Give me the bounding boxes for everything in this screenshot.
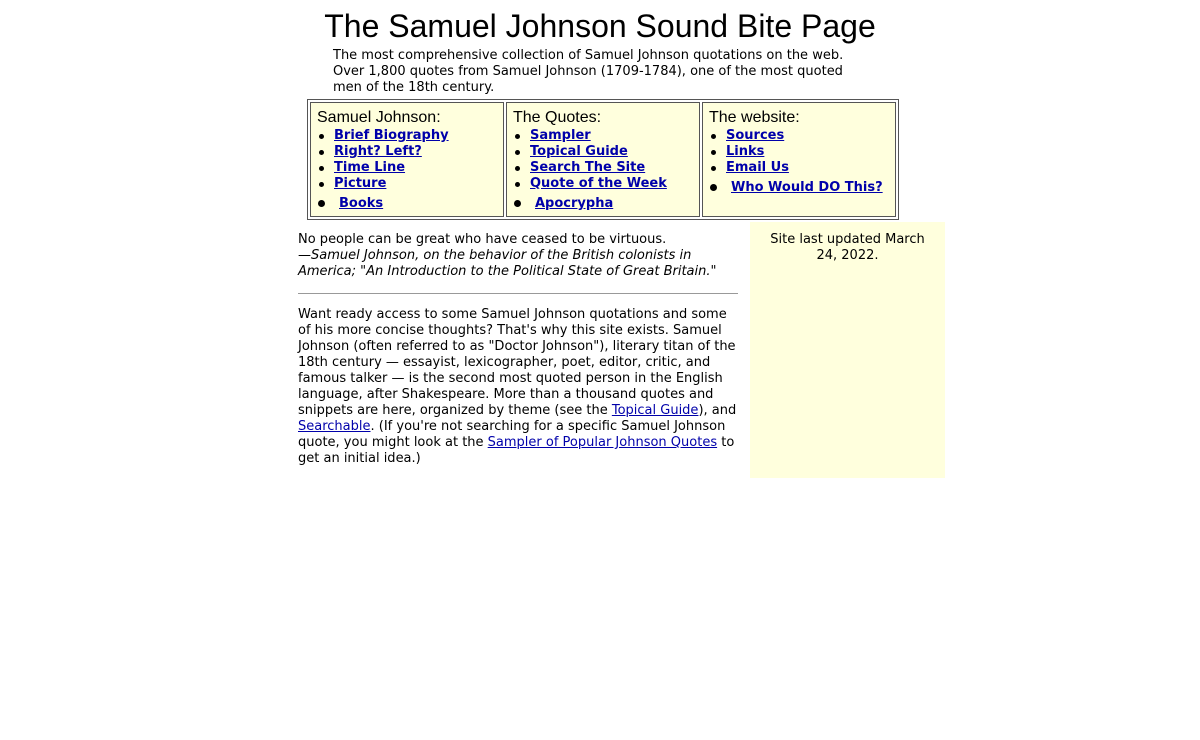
- description-part1: Want ready access to some Samuel Johnson quotations and some of his more concise thoughts? That's why this site exists. Samuel Johnson (often referred to as "Doctor Johnson"), literary titan of the 18th century — essayist, lexicographer, poet, editor, critic, and famous talker — is the second most quoted person in the English language, after Shakespeare. More than a thousand quotes and snippets are here, organized by theme (see the: [298, 307, 736, 418]
- link-time-line[interactable]: Time Line: [334, 160, 406, 175]
- description-part4: to get an initial idea.): [298, 435, 735, 466]
- quote-attribution: —Samuel Johnson, on the behavior of the British colonists in America; "An Introduction to the Political State of Great Britain.": [298, 248, 717, 279]
- list-item: [513, 144, 699, 160]
- link-topical-guide-inline[interactable]: Topical Guide: [611, 403, 699, 418]
- nav-heading-website: The website:: [709, 109, 800, 126]
- description-part2: ), and: [698, 403, 737, 418]
- list-item: [513, 160, 699, 176]
- list-item: [317, 128, 503, 144]
- list-item: [317, 160, 503, 176]
- description-part3: . (If you're not searching for a specific Samuel Johnson quote, you might look at the: [298, 419, 726, 450]
- site-description: [298, 307, 738, 467]
- divider: [298, 293, 738, 294]
- nav-section-website: [702, 102, 896, 217]
- list-item: [709, 180, 895, 196]
- link-links[interactable]: Links: [726, 144, 765, 159]
- main-content: [298, 232, 738, 467]
- list-item: [513, 196, 699, 212]
- nav-table: [307, 99, 899, 220]
- link-brief-biography[interactable]: Brief Biography: [334, 128, 449, 143]
- quote-text: No people can be great who have ceased to be virtuous.: [298, 232, 667, 247]
- last-updated: Site last updated March 24, 2022.: [770, 232, 925, 263]
- link-sampler-popular[interactable]: Sampler of Popular Johnson Quotes: [487, 435, 718, 450]
- page-title: The Samuel Johnson Sound Bite Page: [324, 8, 876, 44]
- link-who-would-do-this[interactable]: Who Would DO This?: [731, 180, 883, 195]
- link-sources[interactable]: Sources: [726, 128, 785, 143]
- sidebar-panel: [750, 222, 945, 478]
- nav-heading-quotes: The Quotes:: [513, 109, 602, 126]
- link-email-us[interactable]: Email Us: [726, 160, 789, 175]
- link-search-the-site[interactable]: Search The Site: [530, 160, 646, 175]
- link-picture[interactable]: Picture: [334, 176, 387, 191]
- link-right-left[interactable]: Right? Left?: [334, 144, 422, 159]
- nav-section-quotes: [506, 102, 700, 217]
- link-quote-of-the-week[interactable]: Quote of the Week: [530, 176, 667, 191]
- list-item: [709, 160, 895, 176]
- list-item: [513, 176, 699, 192]
- link-sampler[interactable]: Sampler: [530, 128, 591, 143]
- nav-heading-johnson: Samuel Johnson:: [317, 109, 441, 126]
- list-item: [709, 144, 895, 160]
- list-item: [709, 128, 895, 144]
- intro-text: [333, 48, 873, 96]
- list-item: [317, 176, 503, 192]
- nav-section-johnson: [310, 102, 504, 217]
- link-apocrypha[interactable]: Apocrypha: [535, 196, 614, 211]
- list-item: [513, 128, 699, 144]
- link-topical-guide[interactable]: Topical Guide: [530, 144, 628, 159]
- list-item: [317, 196, 503, 212]
- intro-paragraph: The most comprehensive collection of Samuel Johnson quotations on the web. Over 1,800 quotes from Samuel Johnson (1709-1784), one of the most quoted men of the 18th century.: [333, 48, 844, 95]
- list-item: [317, 144, 503, 160]
- link-books[interactable]: Books: [339, 196, 384, 211]
- link-searchable[interactable]: Searchable: [298, 419, 371, 434]
